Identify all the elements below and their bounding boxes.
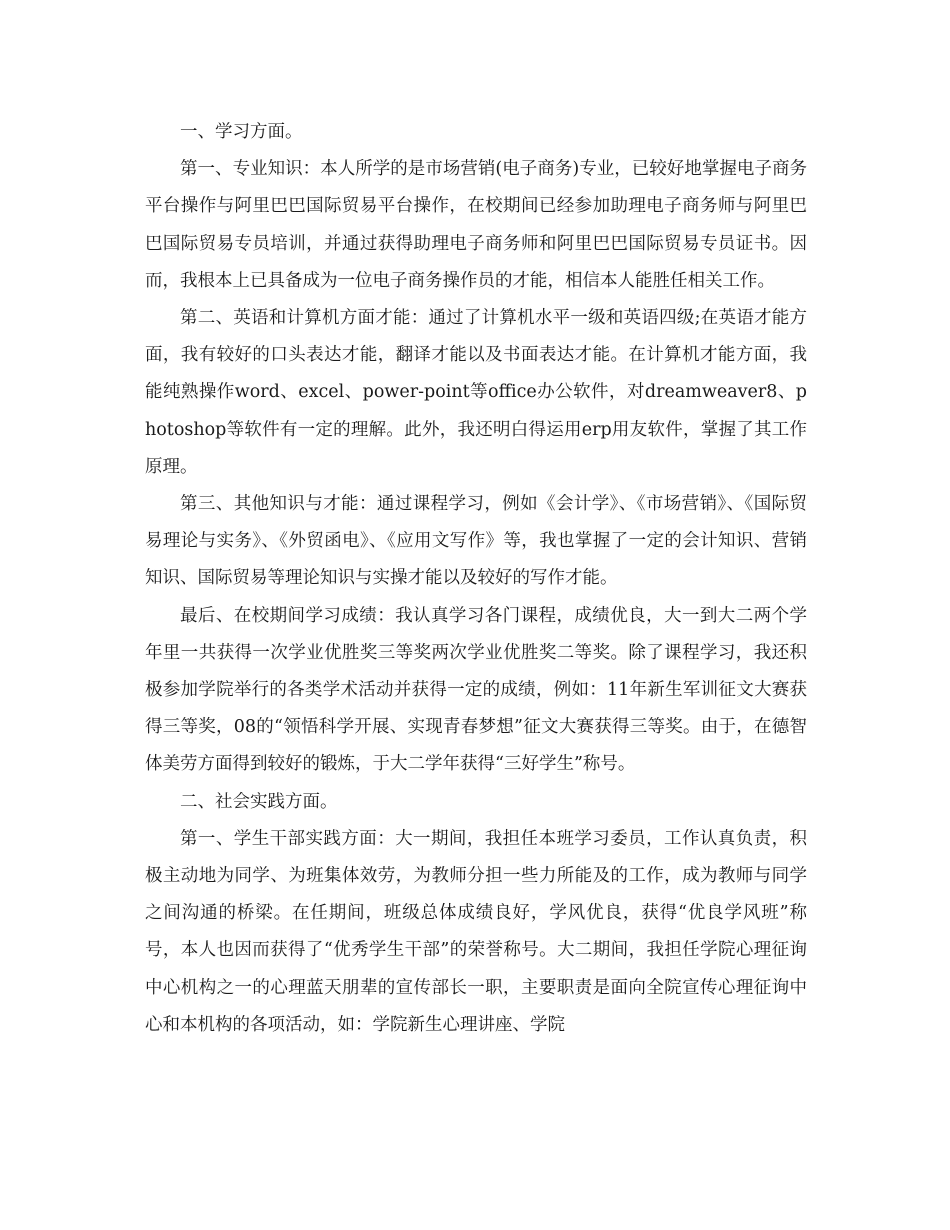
paragraph-other-knowledge: 第三、其他知识与才能：通过课程学习，例如《会计学》、《市场营销》、《国际贸易理论与实务》、《外贸函电》、《应用文写作》等，我也掌握了一定的会计知识、营销知识、国际贸易等理论知识与实操才能以及较好的写作才能。 [145, 494, 807, 589]
paragraph-student-cadre-practice: 第一、学生干部实践方面：大一期间，我担任本班学习委员，工作认真负责，积极主动地为同学、为班集体效劳，为教师分担一些力所能及的工作，成为教师与同学之间沟通的桥梁。在任期间，班级总体成绩良好，学风优良，获得“优良学风班”称号，本人也因而获得了“优秀学生干部”的荣誉称号。大二期间，我担任学院心理征询中心机构之一的心理蓝天朋辈的宣传部长一职，主要职责是面向全院宣传心理征询中心和本机构的各项活动，如：学院新生心理讲座、学院 [145, 828, 807, 1035]
document-body [145, 114, 807, 1044]
section-heading-study: 一、学习方面。 [180, 122, 303, 142]
paragraph-professional-knowledge: 第一、专业知识：本人所学的是市场营销(电子商务)专业，已较好地掌握电子商务平台操作与阿里巴巴国际贸易平台操作，在校期间已经参加助理电子商务师与阿里巴巴国际贸易专员培训，并通过获得助理电子商务师和阿里巴巴国际贸易专员证书。因而，我根本上已具备成为一位电子商务操作员的才能，相信本人能胜任相关工作。 [145, 159, 807, 291]
paragraph-academic-results: 最后、在校期间学习成绩：我认真学习各门课程，成绩优良，大一到大二两个学年里一共获得一次学业优胜奖三等奖两次学业优胜奖二等奖。除了课程学习，我还积极参加学院举行的各类学术活动并获得一定的成绩，例如：11年新生军训征文大赛获得三等奖，08的“领悟科学开展、实现青春梦想”征文大赛获得三等奖。由于，在德智体美劳方面得到较好的锻炼，于大二学年获得“三好学生”称号。 [145, 605, 807, 775]
paragraph-english-computer-skills: 第二、英语和计算机方面才能：通过了计算机水平一级和英语四级;在英语才能方面，我有较好的口头表达才能，翻译才能以及书面表达才能。在计算机才能方面，我能纯熟操作word、excel、power-point等office办公软件，对dreamweaver8、photoshop等软件有一定的理解。此外，我还明白得运用erp用友软件，掌握了其工作原理。 [145, 308, 807, 477]
section-heading-social-practice: 二、社会实践方面。 [180, 791, 338, 812]
